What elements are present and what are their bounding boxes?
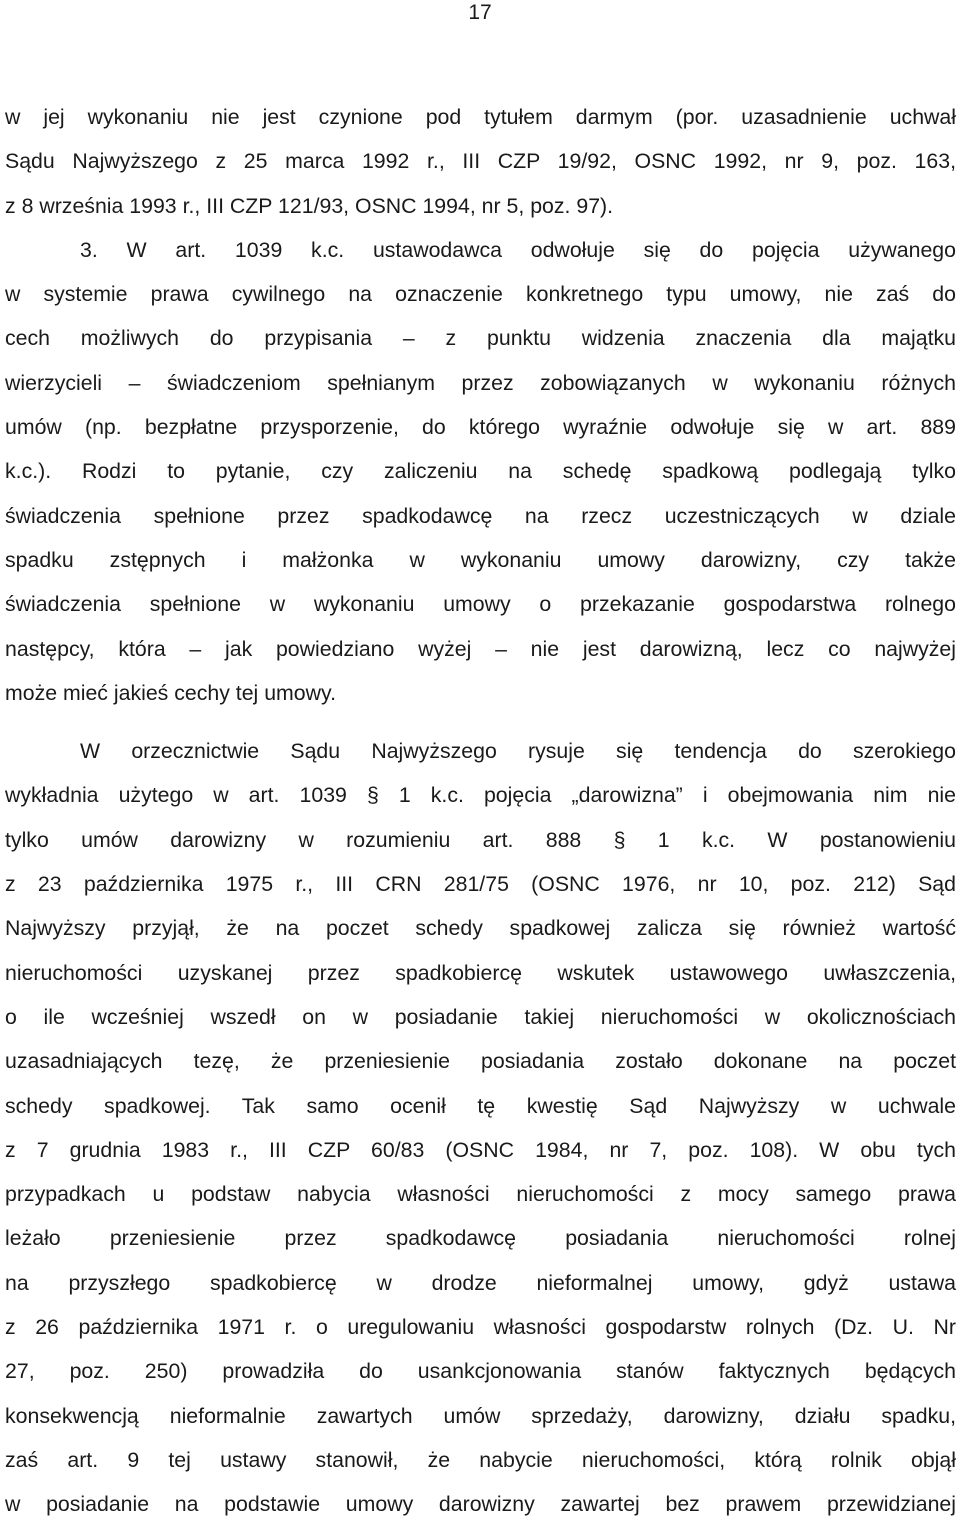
page-number: 17: [468, 1, 492, 24]
text-line: zaś art. 9 tej ustawy stanowił, że nabycie nieruchomości, którą rolnik objął: [5, 1447, 956, 1472]
text-line: 3. W art. 1039 k.c. ustawodawca odwołuje się do pojęcia używanego: [80, 237, 956, 262]
text-line: w jej wykonaniu nie jest czynione pod tytułem darmym (por. uzasadnienie uchwał: [5, 105, 956, 129]
text-line: z 8 września 1993 r., III CZP 121/93, OSNC 1994, nr 5, poz. 97).: [5, 193, 614, 218]
text-line: na przyszłego spadkobiercę w drodze nieformalnej umowy, gdyż ustawa: [5, 1270, 956, 1295]
document-body: [5, 95, 956, 1527]
text-line: przypadkach u podstaw nabycia własności nieruchomości z mocy samego prawa: [5, 1182, 956, 1207]
text-line: z 7 grudnia 1983 r., III CZP 60/83 (OSNC 1984, nr 7, poz. 108). W obu tych: [5, 1137, 956, 1162]
text-line: z 26 października 1971 r. o uregulowaniu własności gospodarstw rolnych (Dz. U. Nr: [5, 1315, 956, 1340]
text-line: w posiadanie na podstawie umowy darowizny zawartej bez prawem przewidzianej: [5, 1492, 956, 1517]
text-line: może mieć jakieś cechy tej umowy.: [5, 680, 336, 705]
text-line: wierzycieli – świadczeniom spełnianym przez zobowiązanych w wykonaniu różnych: [5, 370, 956, 395]
text-line: świadczenia spełnione w wykonaniu umowy o przekazanie gospodarstwa rolnego: [5, 592, 956, 617]
text-line: leżało przeniesienie przez spadkodawcę posiadania nieruchomości rolnej: [5, 1226, 956, 1251]
text-line: uzasadniających tezę, że przeniesienie posiadania zostało dokonane na poczet: [5, 1049, 956, 1074]
text-line: tylko umów darowizny w rozumieniu art. 888 § 1 k.c. W postanowieniu: [5, 827, 956, 852]
paragraph-gap: [5, 715, 956, 729]
text-line: świadczenia spełnione przez spadkodawcę na rzecz uczestniczących w dziale: [5, 503, 956, 528]
text-line: następcy, która – jak powiedziano wyżej – nie jest darowizną, lecz co najwyżej: [5, 636, 956, 661]
text-line: w systemie prawa cywilnego na oznaczenie konkretnego typu umowy, nie zaś do: [5, 282, 956, 307]
text-line: nieruchomości uzyskanej przez spadkobiercę wskutek ustawowego uwłaszczenia,: [5, 960, 956, 985]
text-line: z 23 października 1975 r., III CRN 281/75 (OSNC 1976, nr 10, poz. 212) Sąd: [5, 872, 956, 897]
text-line: spadku zstępnych i małżonka w wykonaniu umowy darowizny, czy także: [5, 547, 956, 572]
text-line: o ile wcześniej wszedł on w posiadanie takiej nieruchomości w okolicznościach: [5, 1004, 956, 1029]
text-line: Sądu Najwyższego z 25 marca 1992 r., III CZP 19/92, OSNC 1992, nr 9, poz. 163,: [5, 149, 956, 174]
text-line: schedy spadkowej. Tak samo ocenił tę kwestię Sąd Najwyższy w uchwale: [5, 1093, 956, 1118]
text-line: 27, poz. 250) prowadziła do usankcjonowania stanów faktycznych będących: [5, 1359, 956, 1384]
text-line: umów (np. bezpłatne przysporzenie, do którego wyraźnie odwołuje się w art. 889: [5, 415, 956, 440]
text-line: cech możliwych do przypisania – z punktu widzenia znaczenia dla majątku: [5, 326, 956, 351]
text-line: wykładnia użytego w art. 1039 § 1 k.c. pojęcia „darowizna” i obejmowania nim nie: [5, 783, 956, 808]
text-line: W orzecznictwie Sądu Najwyższego rysuje się tendencja do szerokiego: [80, 739, 956, 764]
text-line: k.c.). Rodzi to pytanie, czy zaliczeniu na schedę spadkową podlegają tylko: [5, 459, 956, 484]
text-line: Najwyższy przyjął, że na poczet schedy spadkowej zalicza się również wartość: [5, 916, 956, 941]
text-line: konsekwencją nieformalnie zawartych umów sprzedaży, darowizny, działu spadku,: [5, 1403, 956, 1428]
